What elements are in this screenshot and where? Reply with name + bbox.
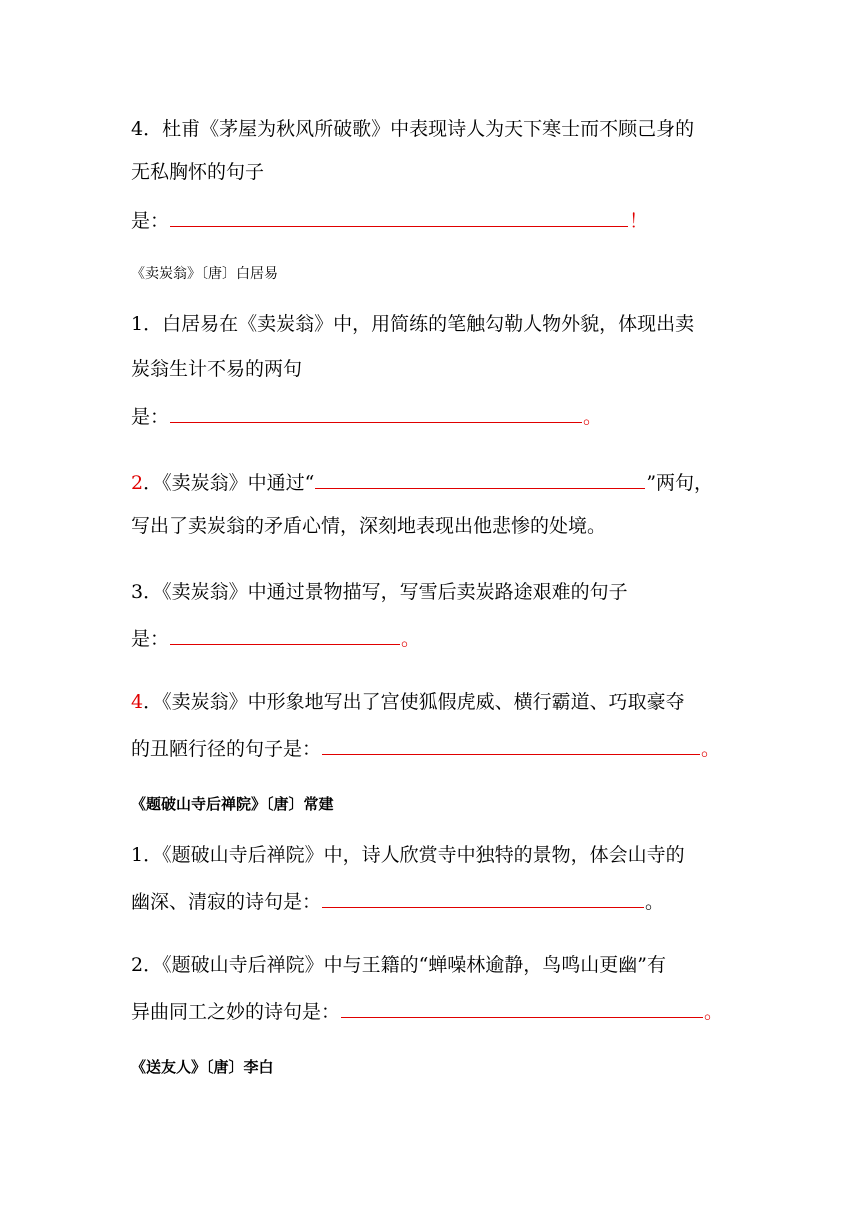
answer-blank[interactable]	[315, 469, 645, 489]
answer-prefix: 是：	[131, 210, 170, 232]
answer-blank[interactable]	[170, 403, 582, 423]
question-text: ．《卖炭翁》中通过“	[143, 472, 315, 494]
answer-suffix: 。	[401, 628, 421, 650]
answer-line-row	[131, 888, 664, 914]
answer-suffix: 。	[701, 738, 721, 760]
answer-prefix: 是：	[131, 628, 170, 650]
question-text: 2．《题破山寺后禅院》中与王籍的“蝉噪林逾静，鸟鸣山更幽”有	[131, 954, 667, 976]
answer-blank[interactable]	[341, 998, 703, 1018]
section-heading: 《送友人》〔唐〕李白	[131, 1058, 274, 1076]
section-heading: 《题破山寺后禅院》〔唐〕常建	[131, 795, 334, 813]
answer-line-row	[131, 207, 648, 233]
question-text: ．《卖炭翁》中形象地写出了宫使狐假虎威、横行霸道、巧取豪夺	[143, 691, 685, 713]
answer-prefix: 的丑陋行径的句子是：	[131, 738, 322, 760]
answer-suffix: 。	[645, 891, 665, 913]
answer-line-row	[131, 469, 713, 495]
question-text: 1．白居易在《卖炭翁》中，用简练的笔触勾勒人物外貌，体现出卖	[131, 313, 695, 335]
question-number: 2	[131, 472, 144, 494]
answer-blank[interactable]	[322, 735, 700, 755]
question-number: 4	[131, 691, 144, 713]
answer-prefix: 是：	[131, 406, 170, 428]
answer-blank[interactable]	[170, 625, 400, 645]
question-text: 4．杜甫《茅屋为秋风所破歌》中表现诗人为天下寒士而不顾己身的	[131, 118, 695, 140]
answer-blank[interactable]	[170, 207, 628, 227]
question-text: 写出了卖炭翁的矛盾心情，深刻地表现出他悲惨的处境。	[131, 515, 607, 537]
answer-line-row	[131, 625, 420, 651]
question-text	[131, 690, 685, 714]
answer-suffix: 。	[704, 1001, 724, 1023]
question-text: 炭翁生计不易的两句	[131, 358, 303, 380]
answer-prefix: 异曲同工之妙的诗句是：	[131, 1001, 341, 1023]
section-heading: 《卖炭翁》〔唐〕白居易	[131, 266, 278, 282]
answer-line-row	[131, 735, 720, 761]
question-text: 3．《卖炭翁》中通过景物描写，写雪后卖炭路途艰难的句子	[131, 581, 628, 603]
answer-suffix: 。	[583, 406, 603, 428]
answer-line-row	[131, 998, 723, 1024]
answer-blank[interactable]	[322, 888, 644, 908]
answer-prefix: 幽深、清寂的诗句是：	[131, 891, 322, 913]
question-text: 无私胸怀的句子	[131, 161, 265, 183]
question-text: ”两句，	[646, 472, 714, 494]
answer-suffix: ！	[629, 210, 649, 232]
answer-line-row	[131, 403, 602, 429]
question-text: 1．《题破山寺后禅院》中，诗人欣赏寺中独特的景物，体会山寺的	[131, 844, 685, 866]
